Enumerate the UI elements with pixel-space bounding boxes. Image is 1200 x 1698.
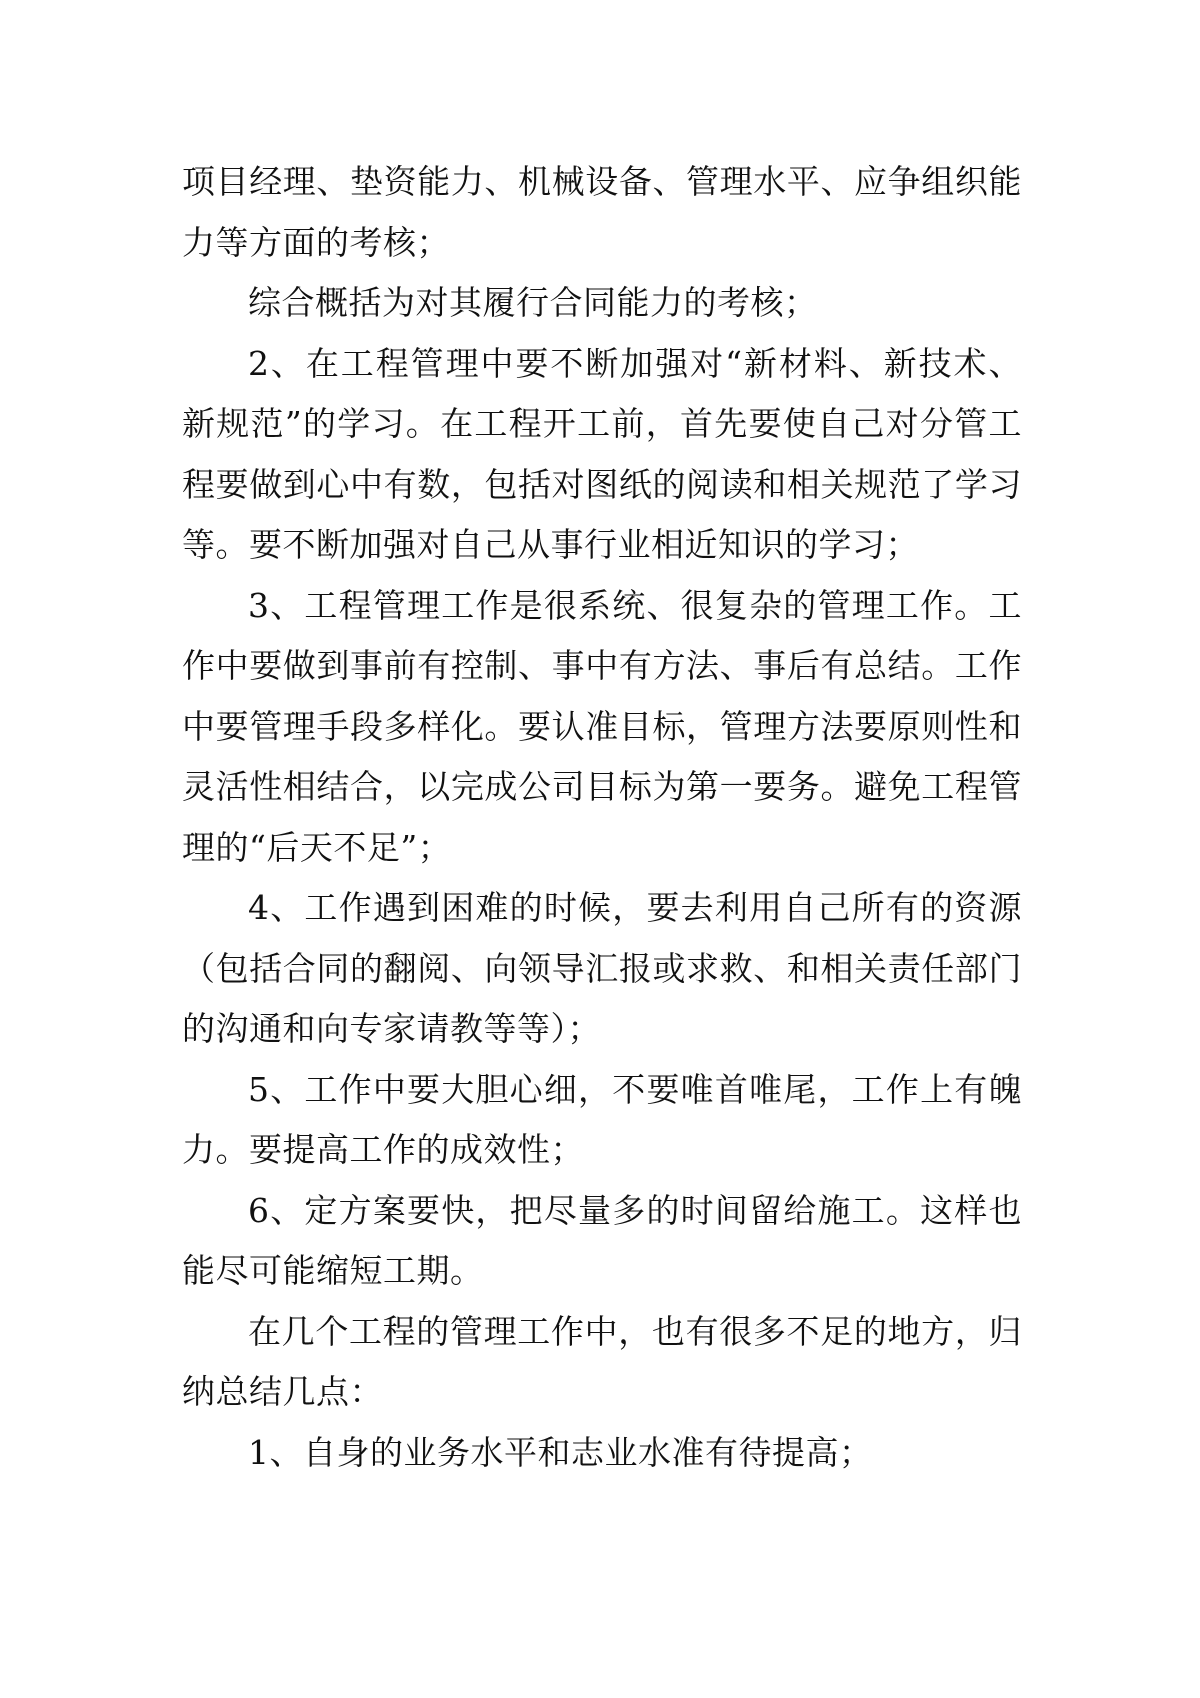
paragraph: 1、自身的业务水平和志业水准有待提高；	[248, 1432, 873, 1472]
paragraph: 2、在工程管理中要不断加强对“新材料、新技术、新规范”的学习。在工程开工前，首先要使自己对分管工程要做到心中有数，包括对图纸的阅读和相关规范了学习等。要不断加强对自己从事行业相近知识的学习；	[182, 343, 1022, 564]
paragraph: 在几个工程的管理工作中，也有很多不足的地方，归纳总结几点：	[182, 1311, 1022, 1411]
paragraph: 3、工程管理工作是很系统、很复杂的管理工作。工作中要做到事前有控制、事中有方法、事后有总结。工作中要管理手段多样化。要认准目标，管理方法要原则性和灵活性相结合，以完成公司目标为第一要务。避免工程管理的“后天不足”；	[182, 585, 1022, 867]
document-body	[182, 152, 1022, 1483]
paragraph: 5、工作中要大胆心细，不要唯首唯尾，工作上有魄力。要提高工作的成效性；	[182, 1069, 1022, 1169]
paragraph-continued: 项目经理、垫资能力、机械设备、管理水平、应争组织能力等方面的考核；	[182, 162, 1022, 262]
paragraph: 6、定方案要快，把尽量多的时间留给施工。这样也能尽可能缩短工期。	[182, 1190, 1022, 1290]
paragraph: 综合概括为对其履行合同能力的考核；	[248, 283, 818, 322]
paragraph: 4、工作遇到困难的时候，要去利用自己所有的资源（包括合同的翻阅、向领导汇报或求救、和相关责任部门的沟通和向专家请教等等）；	[182, 888, 1022, 1048]
